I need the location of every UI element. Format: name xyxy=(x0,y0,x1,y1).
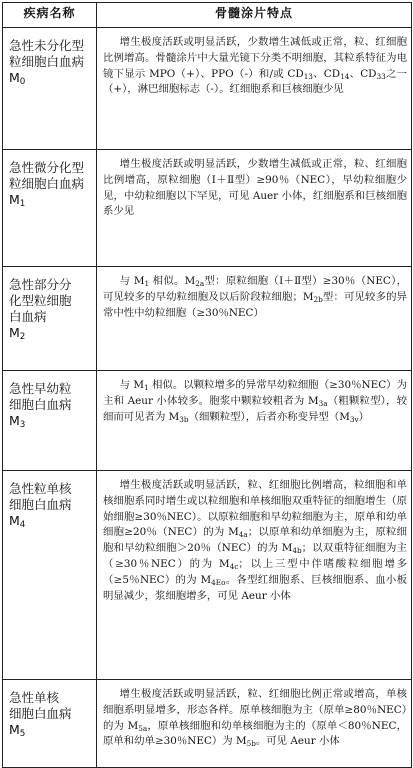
disease-code-letter: M xyxy=(9,413,20,428)
features-segment: 相似。M xyxy=(149,275,196,287)
features-text xyxy=(103,687,407,750)
disease-code xyxy=(9,722,92,738)
features-cell xyxy=(97,267,412,371)
features-subscript: 4b xyxy=(292,546,302,556)
disease-name-line: 细胞白血病 xyxy=(9,706,72,721)
features-subscript: 2a xyxy=(195,279,205,288)
disease-name-line: 急性微分化型 xyxy=(9,160,85,175)
features-segment: 型：可见较多的异常中性中幼粒细胞（≥30％NEC） xyxy=(103,290,408,319)
features-subscript: 1 xyxy=(144,383,149,392)
table-row xyxy=(3,267,412,371)
features-segment: 与 M xyxy=(119,275,145,287)
disease-code xyxy=(9,413,92,429)
disease-code-letter: M xyxy=(9,325,20,340)
disease-name-cell xyxy=(3,28,97,150)
features-cell xyxy=(97,150,412,267)
features-segment: 相似。以颗粒增多的异常早幼粒细胞（≥30％NEC）为主和 Aeur 小体较多。胞浆中颗粒较粗者为 M xyxy=(103,379,407,407)
disease-code-subscript: 4 xyxy=(19,520,26,530)
features-segment: 、CD xyxy=(312,67,341,80)
disease-name-line: 急性未分化型 xyxy=(9,38,85,53)
table-row xyxy=(3,371,412,471)
features-text xyxy=(103,157,407,220)
features-subscript: 13 xyxy=(303,71,313,81)
disease-name-line: 粒细胞白血病 xyxy=(9,176,85,191)
disease-code xyxy=(9,70,92,86)
header-bone-marrow-features: 骨髓涂片特点 xyxy=(97,3,412,28)
disease-code-letter: M xyxy=(9,513,20,528)
features-text xyxy=(103,478,407,604)
features-segment: ，原单核细胞和幼单核细胞为主的（原单＜80％NEC，原单和幼单≥30％NEC）为 M xyxy=(103,719,407,748)
disease-name-cell xyxy=(3,150,97,267)
features-cell xyxy=(97,680,412,768)
features-subscript: 5b xyxy=(246,739,256,749)
features-subscript: 3a xyxy=(318,398,328,408)
disease-name-cell xyxy=(3,680,97,768)
disease-name-line: 化型粒细胞 xyxy=(9,293,72,308)
header-disease-name: 疾病名称 xyxy=(3,3,97,28)
disease-name-cell xyxy=(3,471,97,680)
features-segment: 增生极度活跃或明显活跃，少数增生减低或正常，粒、红细胞比例增高。骨髓涂片中大量光镜下分类不明细胞，其粒系特征为电镜下显示 MPO（+）、PPO（-）和/或 CD xyxy=(103,36,407,80)
features-segment: 与 M xyxy=(119,379,145,391)
features-subscript: 3b xyxy=(179,414,189,424)
features-segment: ；以原单和幼单细胞为主，原粒细胞和早幼粒细胞＞20％（NEC）的为 M xyxy=(103,526,408,555)
features-segment: 增生极度活跃或明显活跃，粒、红细胞比例正常或增高，单核细胞系明显增多，形态各样。原单核细胞为主（原单≥80％NEC）的为 M xyxy=(103,688,407,732)
disease-name-cell xyxy=(3,267,97,371)
features-subscript: 4Eo xyxy=(211,577,226,587)
features-cell xyxy=(97,471,412,680)
disease-code xyxy=(9,325,92,341)
disease-code xyxy=(9,192,92,208)
table-row xyxy=(3,28,412,150)
features-subscript: 1 xyxy=(144,279,150,288)
table-row xyxy=(3,680,412,768)
disease-name-line: 细胞白血病 xyxy=(9,497,72,512)
table-row xyxy=(3,471,412,680)
features-segment: 。各型红细胞系、巨核细胞系、血小板明显减少，浆细胞增多，可见 Aeur 小体 xyxy=(103,573,408,602)
disease-code-letter: M xyxy=(9,70,20,85)
disease-code-letter: M xyxy=(9,192,20,207)
features-segment: 增生极度活跃或明显活跃，粒、红细胞比例增高，粒细胞和单核细胞系同时增生或以粒细胞和单核细胞双重特征的细胞增生（原始细胞≥30％NEC）。以原粒细胞和早幼粒细胞为主，原单和幼单细胞≥20％（NEC）的为 M xyxy=(103,479,407,539)
disease-name-line: 细胞白血病 xyxy=(9,397,72,412)
disease-code-letter: M xyxy=(9,722,20,737)
header-row xyxy=(3,3,412,28)
features-cell xyxy=(97,28,412,150)
features-segment: 之一（+），淋巴细胞标志（-）。红细胞系和巨核细胞少见 xyxy=(103,67,408,96)
features-segment: ；以双重特征细胞为主（≥30％NEC）的为 M xyxy=(103,542,408,570)
disease-code-subscript: 3 xyxy=(19,420,26,430)
disease-name-line: 急性单核 xyxy=(9,690,60,705)
features-subscript: 2b xyxy=(313,294,323,304)
features-segment: （粗颗粒型），较细而可见者为 M xyxy=(103,394,407,423)
features-text xyxy=(103,274,407,321)
features-segment: 。可见 Aeur 小体 xyxy=(255,735,340,748)
features-segment: ；以上三型中伴嗜酸粒细胞增多（≥5％NEC）的为 M xyxy=(103,557,408,586)
features-text xyxy=(103,35,407,98)
features-subscript: 3v xyxy=(349,414,359,424)
features-subscript: 4a xyxy=(238,530,248,540)
features-segment: 型：原粒细胞（Ⅰ＋Ⅱ型）≥30％（NEC），可见较多的早幼粒细胞及以后阶段粒细胞；M xyxy=(103,275,407,303)
features-segment: 增生极度活跃或明显活跃，少数增生减低或正常，粒、红细胞比例增高，原粒细胞（Ⅰ＋Ⅱ型）≥90％（NEC），早幼粒细胞少见，中幼粒细胞以下罕见，可见 Auer 小体，红细胞系和巨核细胞系少见 xyxy=(103,158,407,218)
features-subscript: 14 xyxy=(340,71,350,81)
disease-code-subscript: 5 xyxy=(19,729,26,739)
table-row xyxy=(3,150,412,267)
features-segment: （细颗粒型），后者亦称变异型（M xyxy=(188,410,350,423)
disease-code-subscript: 2 xyxy=(19,332,26,342)
disease-name-line: 急性早幼粒 xyxy=(9,381,72,396)
disease-name-line: 急性粒单核 xyxy=(9,481,72,496)
disease-name-cell xyxy=(3,371,97,471)
features-cell xyxy=(97,371,412,471)
features-subscript: 5a xyxy=(138,723,148,733)
leukemia-table xyxy=(2,2,412,768)
disease-code xyxy=(9,513,92,529)
disease-code-subscript: 1 xyxy=(19,199,26,209)
disease-name-line: 白血病 xyxy=(9,309,47,324)
disease-name-line: 急性部分分 xyxy=(9,277,72,292)
features-segment: ） xyxy=(358,410,370,423)
disease-name-line: 粒细胞白血病 xyxy=(9,54,85,69)
features-subscript: 33 xyxy=(376,71,386,81)
disease-code-subscript: 0 xyxy=(19,77,26,87)
features-text xyxy=(103,378,407,425)
features-segment: 、CD xyxy=(349,67,377,80)
features-subscript: 4c xyxy=(229,561,239,571)
